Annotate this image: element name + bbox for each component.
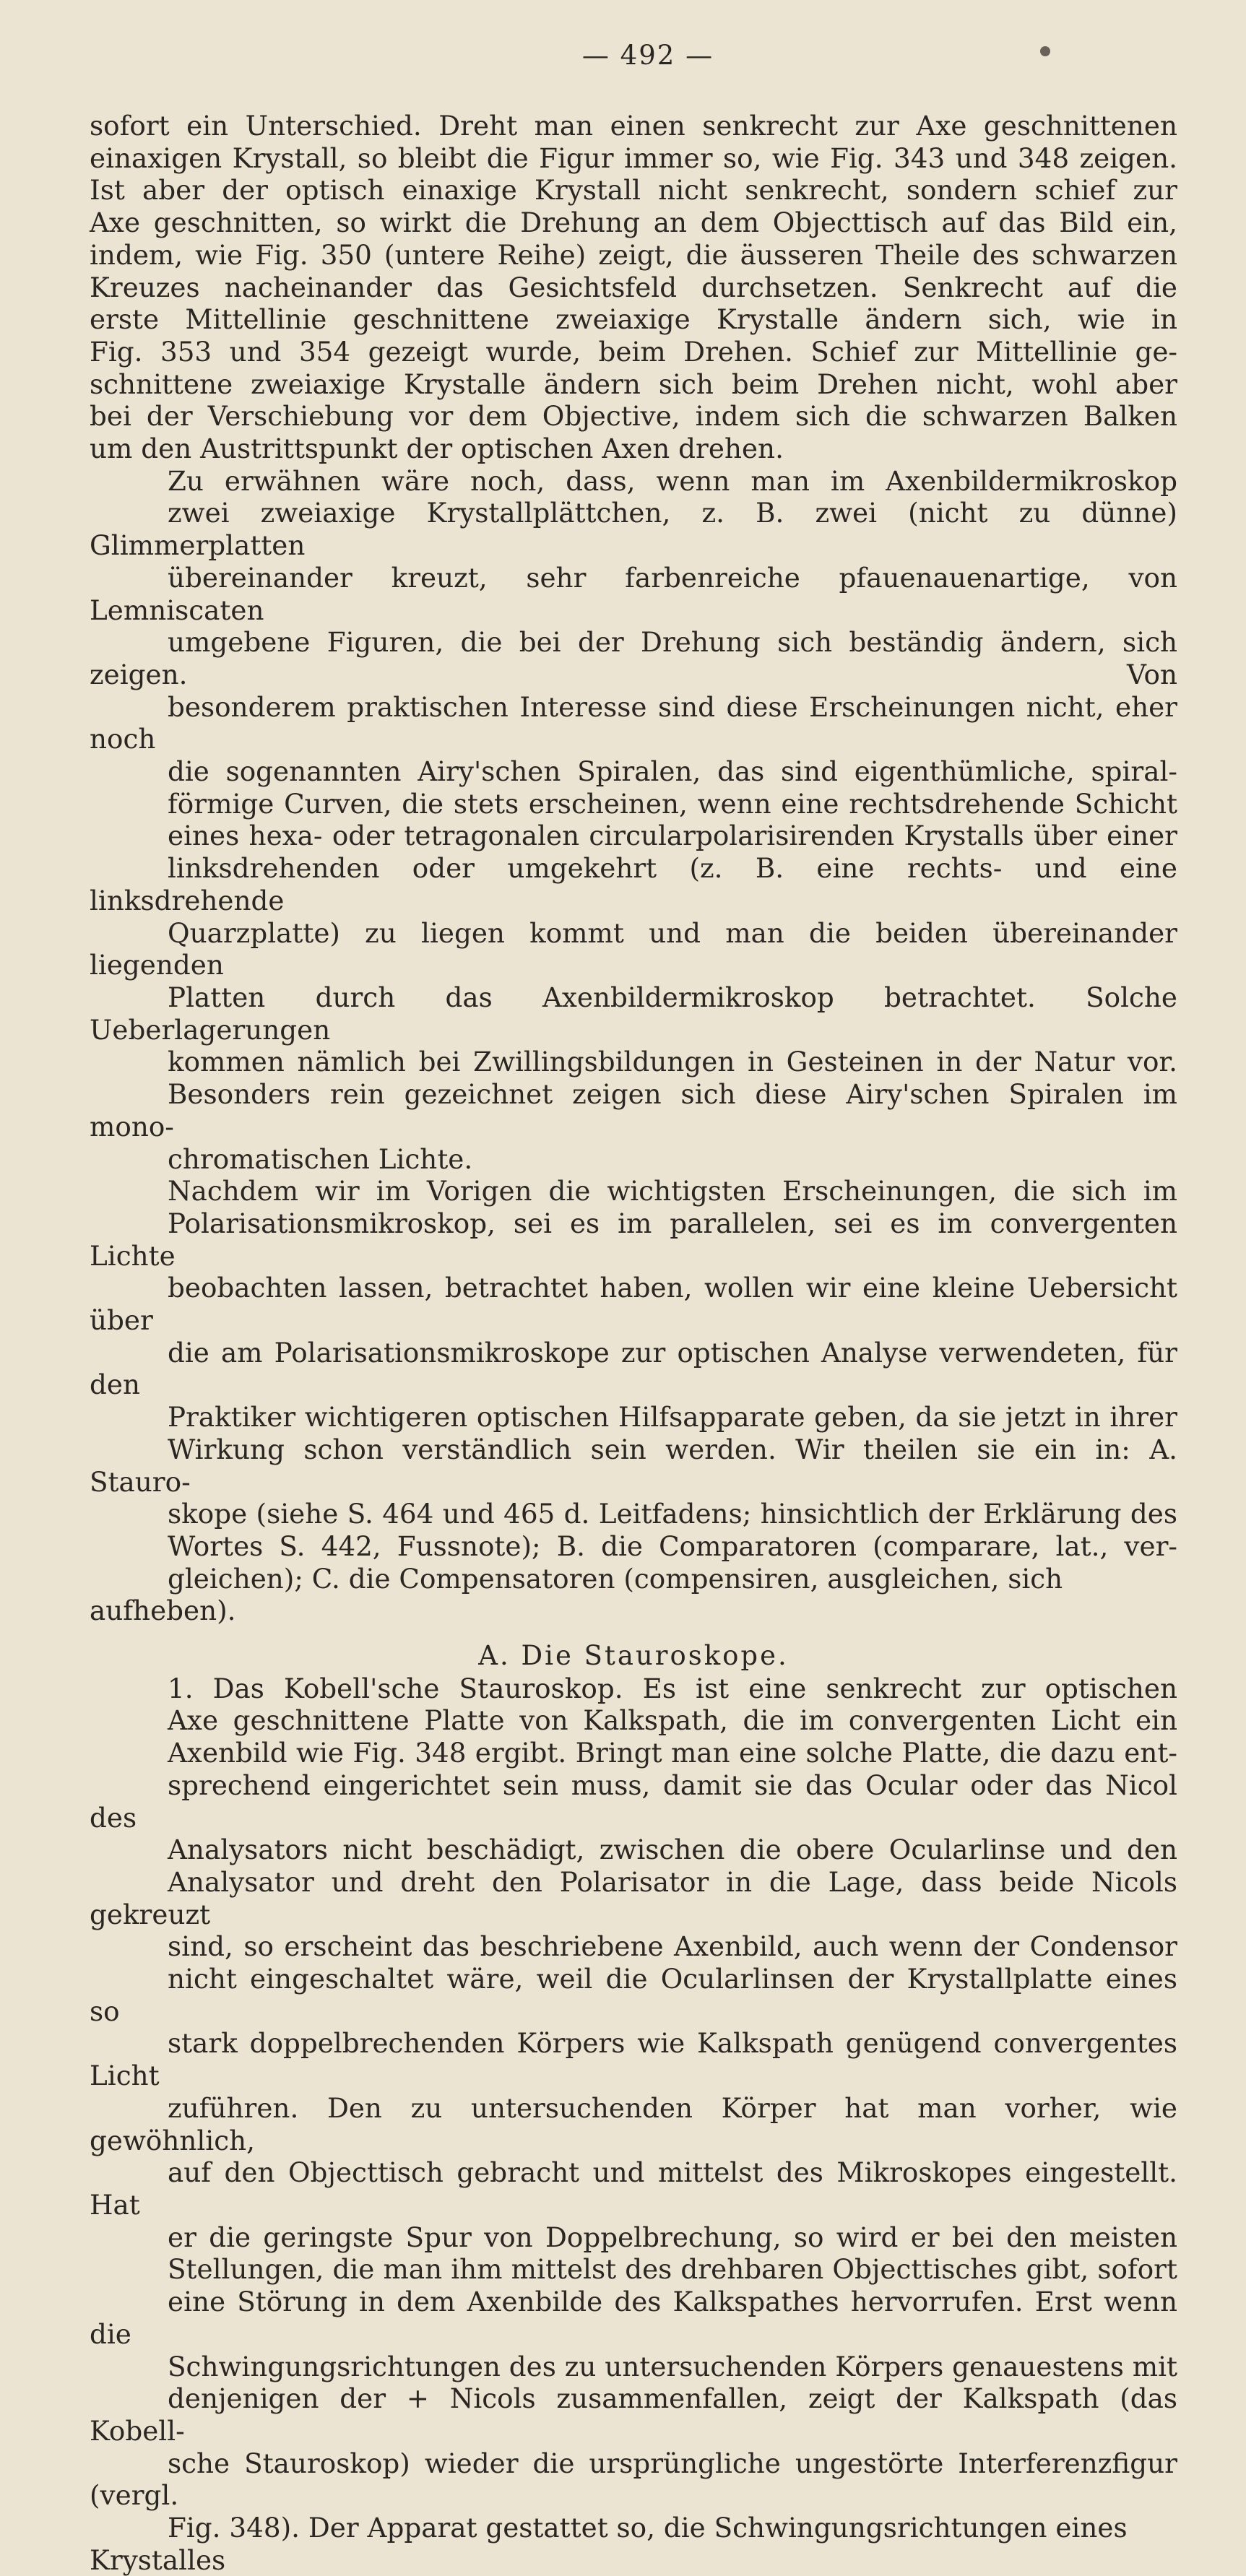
page-number: — 492 — <box>581 40 714 71</box>
text-line: chromatischen Lichte. <box>168 1142 473 1175</box>
text-line: Kreuzes nacheinander das Gesichtsfeld durchsetzen. Senkrecht auf die <box>90 271 1177 303</box>
text-line: er die geringste Spur von Doppelbrechung, so wird er bei den meisten <box>168 2221 1177 2253</box>
text-line: nicht eingeschaltet wäre, weil die Ocularlinsen der Krystallplatte eines so <box>90 1963 1177 2027</box>
text-line: zuführen. Den zu untersuchenden Körper hat man vorher, wie gewöhnlich, <box>90 2091 1177 2156</box>
text-line: Stellungen, die man ihm mittelst des drehbaren Objecttisches gibt, sofort <box>168 2253 1177 2286</box>
text-line: beobachten lassen, betrachtet haben, wollen wir eine kleine Uebersicht über <box>90 1272 1177 1337</box>
text-line: Fig. 353 und 354 gezeigt wurde, beim Drehen. Schief zur Mittellinie ge- <box>90 335 1177 368</box>
text-line: Analysators nicht beschädigt, zwischen die obere Ocularlinse und den <box>168 1834 1177 1866</box>
text-line: Platten durch das Axenbildermikroskop betrachtet. Solche Ueberlagerungen <box>90 981 1177 1046</box>
paragraph <box>90 110 1177 465</box>
text-line: linksdrehenden oder umgekehrt (z. B. eine rechts- und eine linksdrehende <box>90 852 1177 916</box>
text-line: kommen nämlich bei Zwillingsbildungen in Gesteinen in der Natur vor. <box>168 1046 1177 1078</box>
text-line: Fig. 348). Der Apparat gestattet so, die Schwingungsrichtungen eines Krystalles <box>90 2512 1128 2576</box>
text-line: sind, so erscheint das beschriebene Axenbild, auch wenn der Condensor <box>168 1930 1177 1963</box>
text-line: Axenbild wie Fig. 348 ergibt. Bringt man eine solche Platte, die dazu ent- <box>168 1737 1177 1769</box>
paragraph <box>90 1175 1177 1627</box>
section-heading: A. Die Stauroskope. <box>478 1640 789 1672</box>
text-line: Nachdem wir im Vorigen die wichtigsten Erscheinungen, die sich im <box>168 1175 1177 1207</box>
paragraph <box>90 1673 1177 2576</box>
text-line: gleichen); C. die Compensatoren (compensiren, ausgleichen, sich aufheben). <box>90 1562 1063 1627</box>
text-line: Axe geschnitten, so wirkt die Drehung an dem Objecttisch auf das Bild ein, <box>90 207 1177 239</box>
text-line: sche Stauroskop) wieder die ursprüngliche ungestörte Interferenzfigur (vergl. <box>90 2447 1177 2512</box>
text-line: um den Austrittspunkt der optischen Axen drehen. <box>90 433 784 465</box>
text-line: die sogenannten Airy'schen Spiralen, das sind eigenthümliche, spiral- <box>168 755 1177 788</box>
text-line: 1. Das Kobell'sche Stauroskop. Es ist eine senkrecht zur optischen <box>168 1672 1177 1704</box>
text-line: denjenigen der + Nicols zusammenfallen, zeigt der Kalkspath (das Kobell- <box>90 2382 1177 2447</box>
text-line: Praktiker wichtigeren optischen Hilfsapparate geben, da sie jetzt in ihrer <box>168 1401 1177 1434</box>
body-text <box>90 110 1177 2576</box>
text-line: Ist aber der optisch einaxige Krystall nicht senkrecht, sondern schief zur <box>90 174 1177 207</box>
text-line: förmige Curven, die stets erscheinen, wenn eine rechtsdrehende Schicht <box>168 787 1177 820</box>
text-line: Zu erwähnen wäre noch, dass, wenn man im Axenbildermikroskop <box>168 464 1177 497</box>
text-line: schnittene zweiaxige Krystalle ändern sich beim Drehen nicht, wohl aber <box>90 368 1177 400</box>
text-line: Wortes S. 442, Fussnote); B. die Comparatoren (comparare, lat., ver- <box>168 1530 1177 1562</box>
paragraph <box>90 465 1177 1175</box>
text-line: Quarzplatte) zu liegen kommt und man die beiden übereinander liegenden <box>90 916 1177 981</box>
text-line: einaxigen Krystall, so bleibt die Figur immer so, wie Fig. 343 und 348 zeigen. <box>90 142 1177 174</box>
text-line: die am Polarisationsmikroskope zur optischen Analyse verwendeten, für den <box>90 1336 1177 1401</box>
text-line: übereinander kreuzt, sehr farbenreiche pfauenauenartige, von Lemniscaten <box>90 561 1177 626</box>
text-line: sofort ein Unterschied. Dreht man einen senkrecht zur Axe geschnittenen <box>90 110 1177 142</box>
text-line: stark doppelbrechenden Körpers wie Kalkspath genügend convergentes Licht <box>90 2027 1177 2092</box>
text-line: Schwingungsrichtungen des zu untersuchenden Körpers genauestens mit <box>168 2350 1177 2382</box>
text-line: Analysator und dreht den Polarisator in die Lage, dass beide Nicols gekreuzt <box>90 1865 1177 1930</box>
text-line: Wirkung schon verständlich sein werden. Wir theilen sie ein in: A. Stauro- <box>90 1433 1177 1498</box>
text-line: erste Mittellinie geschnittene zweiaxige Krystalle ändern sich, wie in <box>90 303 1177 336</box>
text-line: bei der Verschiebung vor dem Objective, indem sich die schwarzen Balken <box>90 400 1177 433</box>
text-line: auf den Objecttisch gebracht und mittelst des Mikroskopes eingestellt. Hat <box>90 2156 1177 2221</box>
text-line: eine Störung in dem Axenbilde des Kalkspathes hervorrufen. Erst wenn die <box>90 2286 1177 2350</box>
text-line: indem, wie Fig. 350 (untere Reihe) zeigt, die äusseren Theile des schwarzen <box>90 238 1177 271</box>
text-line: besonderem praktischen Interesse sind diese Erscheinungen nicht, eher noch <box>90 690 1177 755</box>
text-line: sprechend eingerichtet sein muss, damit sie das Ocular oder das Nicol des <box>90 1769 1177 1834</box>
text-line: Axe geschnittene Platte von Kalkspath, die im convergenten Licht ein <box>168 1704 1177 1737</box>
text-line: Polarisationsmikroskop, sei es im parallelen, sei es im convergenten Lichte <box>90 1207 1177 1272</box>
text-line: Besonders rein gezeichnet zeigen sich diese Airy'schen Spiralen im mono- <box>90 1078 1177 1142</box>
book-page <box>90 38 1177 2576</box>
text-line: umgebene Figuren, die bei der Drehung sich beständig ändern, sich zeigen. Von <box>90 626 1177 690</box>
text-line: eines hexa- oder tetragonalen circularpolarisirenden Krystalls über einer <box>168 820 1177 852</box>
text-line: zwei zweiaxige Krystallplättchen, z. B. zwei (nicht zu dünne) Glimmerplatten <box>90 497 1177 562</box>
text-line: skope (siehe S. 464 und 465 d. Leitfadens; hinsichtlich der Erklärung des <box>168 1498 1177 1530</box>
